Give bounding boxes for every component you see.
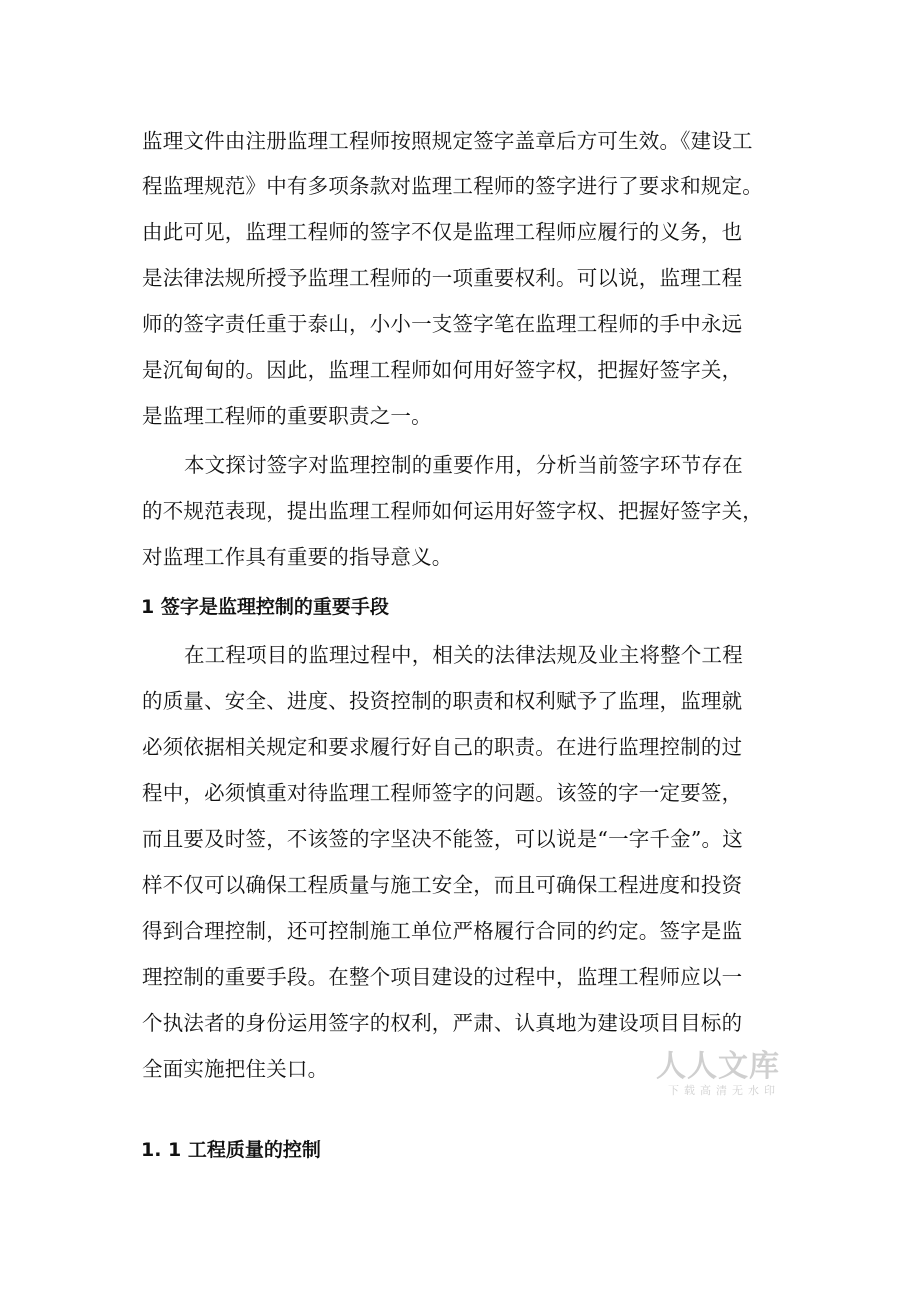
- section-heading-1-1: 1. 1 工程质量的控制: [141, 1139, 321, 1161]
- paragraph-2-line-3: 对监理工作具有重要的指导意义。: [142, 545, 453, 569]
- paragraph-3-line-6: 样不仅可以确保工程质量与施工安全，而且可确保工程进度和投资: [142, 873, 743, 897]
- paragraph-3-line-3: 必须依据相关规定和要求履行好自己的职责。在进行监理控制的过: [142, 735, 743, 759]
- paragraph-3-line-1: 在工程项目的监理过程中，相关的法律法规及业主将整个工程: [184, 643, 743, 667]
- paragraph-3-line-7: 得到合理控制，还可控制施工单位严格履行合同的约定。签字是监: [142, 919, 743, 943]
- paragraph-3-line-9: 个执法者的身份运用签字的权利，严肃、认真地为建设项目目标的: [142, 1011, 743, 1035]
- watermark: [650, 1050, 780, 1098]
- watermark-title: 人人文库: [656, 1049, 780, 1084]
- paragraph-3-line-2: 的质量、安全、进度、投资控制的职责和权利赋予了监理，监理就: [142, 689, 743, 713]
- paragraph-1-line-2: 程监理规范》中有多项条款对监理工程师的签字进行了要求和规定。: [142, 174, 763, 198]
- paragraph-1-line-1: 监理文件由注册监理工程师按照规定签字盖章后方可生效。《建设工: [142, 129, 753, 153]
- paragraph-2-line-1: 本文探讨签字对监理控制的重要作用，分析当前签字环节存在: [184, 453, 743, 477]
- paragraph-1-line-4: 是法律法规所授予监理工程师的一项重要权利。可以说，监理工程: [142, 266, 743, 290]
- paragraph-1-line-6: 是沉甸甸的。因此，监理工程师如何用好签字权，把握好签字关，: [142, 358, 743, 382]
- paragraph-2-line-2: 的不规范表现，提出监理工程师如何运用好签字权、把握好签字关，: [142, 499, 763, 523]
- paragraph-3-line-8: 理控制的重要手段。在整个项目建设的过程中，监理工程师应以一: [142, 965, 743, 989]
- paragraph-3-line-4: 程中，必须慎重对待监理工程师签字的问题。该签的字一定要签，: [142, 781, 743, 805]
- paragraph-1-line-3: 由此可见，监理工程师的签字不仅是监理工程师应履行的义务，也: [142, 220, 743, 244]
- watermark-subtitle: 下载高清无水印: [668, 1084, 780, 1097]
- paragraph-1-line-5: 师的签字责任重于泰山，小小一支签字笔在监理工程师的手中永远: [142, 312, 743, 336]
- section-heading-1: 1 签字是监理控制的重要手段: [141, 596, 389, 618]
- paragraph-1-line-7: 是监理工程师的重要职责之一。: [142, 404, 432, 428]
- paragraph-3-line-5: 而且要及时签，不该签的字坚决不能签，可以说是“一字千金”。这: [142, 827, 743, 851]
- paragraph-3-line-10: 全面实施把住关口。: [142, 1057, 329, 1081]
